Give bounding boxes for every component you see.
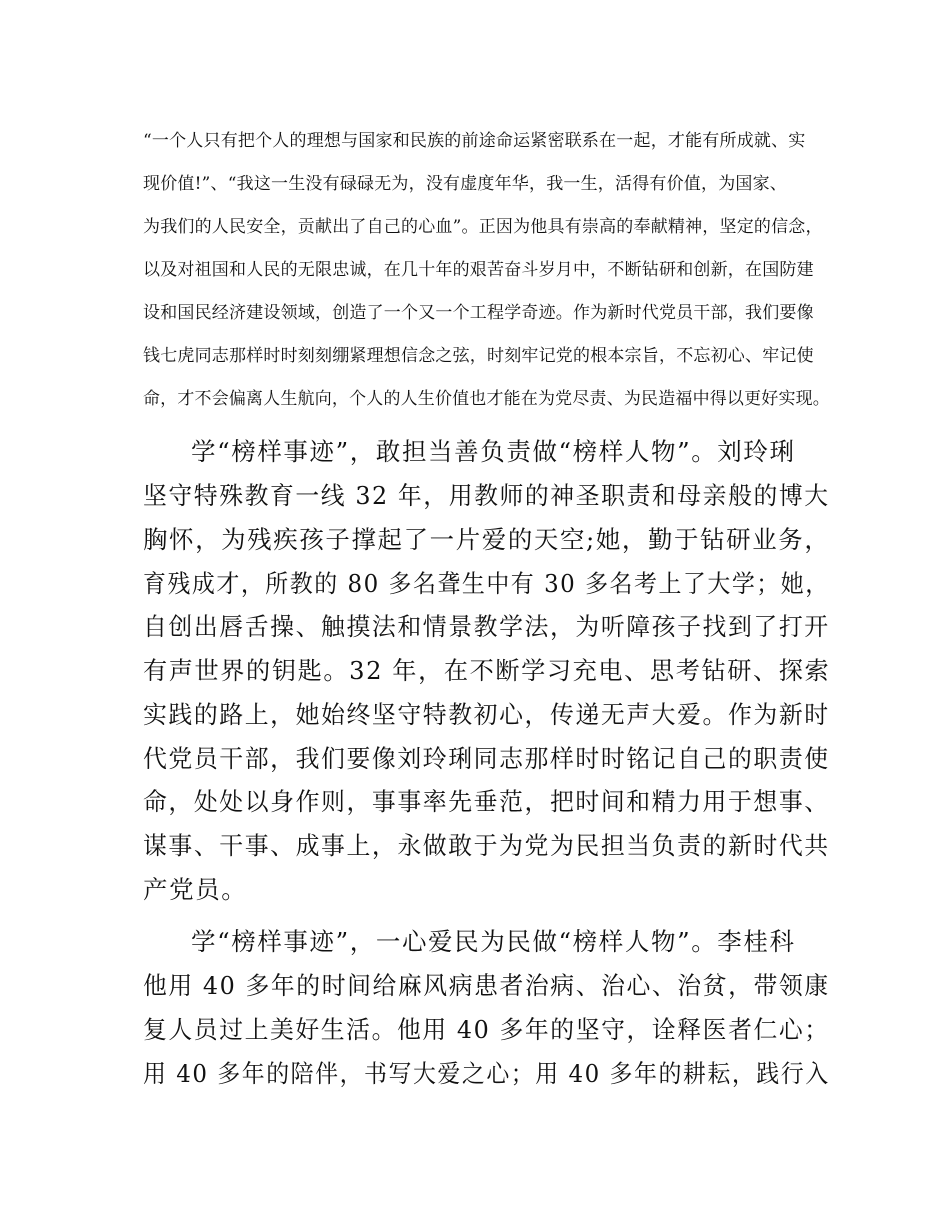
text-line: 以及对祖国和人民的无限忠诚，在几十年的艰苦奋斗岁月中，不断钻研和创新，在国防建 [143, 260, 814, 280]
text-line: 为我们的人民安全，贡献出了自己的心血”。正因为他具有崇高的奉献精神，坚定的信念， [143, 217, 823, 237]
text-line: 育残成才，所教的 80 多名聋生中有 30 多名考上了大学；她， [143, 569, 830, 598]
text-line: 用 40 多年的陪伴，书写大爱之心；用 40 多年的耕耘，践行入 [143, 1059, 830, 1088]
text-line: 设和国民经济建设领域，创造了一个又一个工程学奇迹。作为新时代党员干部，我们要像 [143, 303, 814, 323]
text-line: 有声世界的钥匙。32 年，在不断学习充电、思考钻研、探索 [143, 656, 831, 685]
text-line: 代党员干部，我们要像刘玲琍同志那样时时铭记自己的职责使 [143, 744, 830, 773]
text-line: 复人员过上美好生活。他用 40 多年的坚守，诠释医者仁心； [143, 1015, 830, 1044]
text-line: 命，处处以身作则，事事率先垂范，把时间和精力用于想事、 [143, 787, 830, 816]
text-line: “一个人只有把个人的理想与国家和民族的前途命运紧密联系在一起，才能有所成就、实 [143, 131, 806, 151]
text-line: 产党员。 [143, 875, 248, 904]
text-line: 学“榜样事迹”，敢担当善负责做“榜样人物”。刘玲琍 [191, 437, 796, 466]
text-line: 他用 40 多年的时间给麻风病患者治病、治心、治贫，带领康 [143, 971, 830, 1000]
text-line: 实践的路上，她始终坚守特教初心，传递无声大爱。作为新时 [143, 700, 830, 729]
text-line: 钱七虎同志那样时时刻刻绷紧理想信念之弦，时刻牢记党的根本宗旨，不忘初心、牢记使 [143, 346, 814, 366]
text-line: 谋事、干事、成事上，永做敢于为党为民担当负责的新时代共 [143, 831, 830, 860]
text-line: 自创出唇舌操、触摸法和情景教学法，为听障孩子找到了打开 [143, 612, 830, 641]
text-line: 现价值!”、“我这一生没有碌碌无为，没有虚度年华，我一生，活得有价值，为国家、 [143, 174, 788, 194]
text-line: 学“榜样事迹”，一心爱民为民做“榜样人物”。李桂科 [191, 927, 796, 956]
text-line: 胸怀，为残疾孩子撑起了一片爱的天空;她，勤于钻研业务， [143, 525, 831, 554]
text-line: 坚守特殊教育一线 32 年，用教师的神圣职责和母亲般的博大 [143, 481, 830, 510]
text-line: 命，才不会偏离人生航向，个人的人生价值也才能在为党尽责、为民造福中得以更好实现。 [143, 389, 830, 409]
